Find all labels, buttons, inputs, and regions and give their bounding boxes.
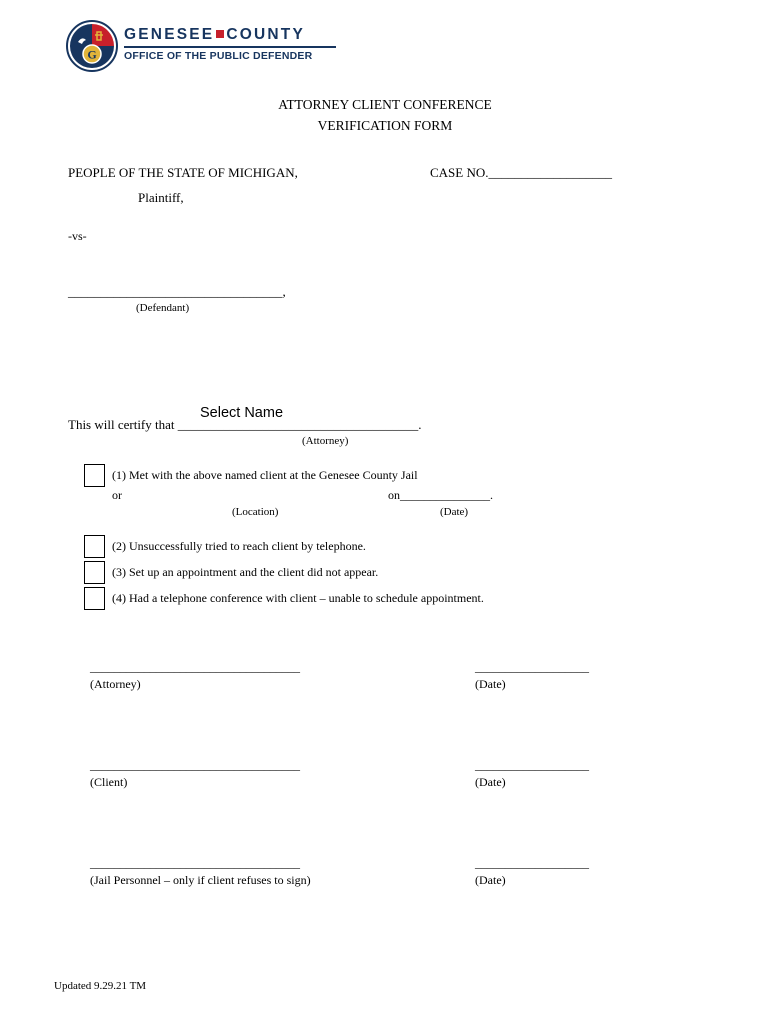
people-of-state: PEOPLE OF THE STATE OF MICHIGAN, xyxy=(68,165,298,180)
versus-label: -vs- xyxy=(68,229,87,243)
jail-personnel-signature-label: (Jail Personnel – only if client refuses to sign) xyxy=(90,873,311,887)
client-signature-label: (Client) xyxy=(90,775,128,789)
footer-updated: Updated 9.29.21 TM xyxy=(54,980,147,992)
jail-personnel-date-line[interactable]: ___________________ xyxy=(475,856,589,870)
attorney-select-field[interactable]: Select Name xyxy=(200,405,284,421)
defendant-name-field[interactable]: _________________________________, xyxy=(68,284,286,299)
logo-top-text xyxy=(124,26,305,44)
option3-label: (3) Set up an appointment and the client did not appear. xyxy=(112,565,379,579)
location-label: (Location) xyxy=(232,506,279,518)
option2-label: (2) Unsuccessfully tried to reach client by telephone. xyxy=(112,539,366,553)
client-date-line[interactable]: ___________________ xyxy=(475,758,589,772)
attorney-signature-line[interactable]: ___________________________________ xyxy=(90,660,300,674)
attorney-date-label: (Date) xyxy=(475,677,506,691)
logo-genesee: GENESEE xyxy=(124,26,215,43)
attorney-label: (Attorney) xyxy=(302,435,349,447)
attorney-signature-label: (Attorney) xyxy=(90,677,141,691)
option1-or: or xyxy=(112,488,122,502)
jail-personnel-signature-line[interactable]: ___________________________________ xyxy=(90,856,300,870)
option1-checkbox[interactable] xyxy=(84,464,105,487)
option4-label: (4) Had a telephone conference with client – unable to schedule appointment. xyxy=(112,591,484,605)
form-title-line1: ATTORNEY CLIENT CONFERENCE xyxy=(278,97,492,112)
attorney-date-line[interactable]: ___________________ xyxy=(475,660,589,674)
logo-subtitle: OFFICE OF THE PUBLIC DEFENDER xyxy=(124,50,313,62)
option3-checkbox[interactable] xyxy=(84,561,105,584)
option4-checkbox[interactable] xyxy=(84,587,105,610)
client-date-label: (Date) xyxy=(475,775,506,789)
client-signature-line[interactable]: ___________________________________ xyxy=(90,758,300,772)
defendant-label: (Defendant) xyxy=(136,302,190,314)
form-title-line2: VERIFICATION FORM xyxy=(317,118,453,133)
seal-letter: G xyxy=(87,47,97,62)
case-number-field[interactable]: CASE NO.___________________ xyxy=(430,165,613,180)
logo-square-icon xyxy=(216,30,224,38)
genesee-county-logo xyxy=(44,10,319,86)
plaintiff-label: Plaintiff, xyxy=(138,190,184,205)
logo-rule xyxy=(124,46,336,48)
option2-checkbox[interactable] xyxy=(84,535,105,558)
option1-date-field[interactable]: on_______________. xyxy=(388,488,493,502)
certify-statement: This will certify that _____________________________________. xyxy=(68,417,422,432)
logo-county: COUNTY xyxy=(226,26,305,43)
option1-date-label: (Date) xyxy=(440,506,469,518)
option1-label: (1) Met with the above named client at the Genesee County Jail xyxy=(112,468,418,482)
county-seal-icon xyxy=(66,20,118,72)
jail-personnel-date-label: (Date) xyxy=(475,873,506,887)
